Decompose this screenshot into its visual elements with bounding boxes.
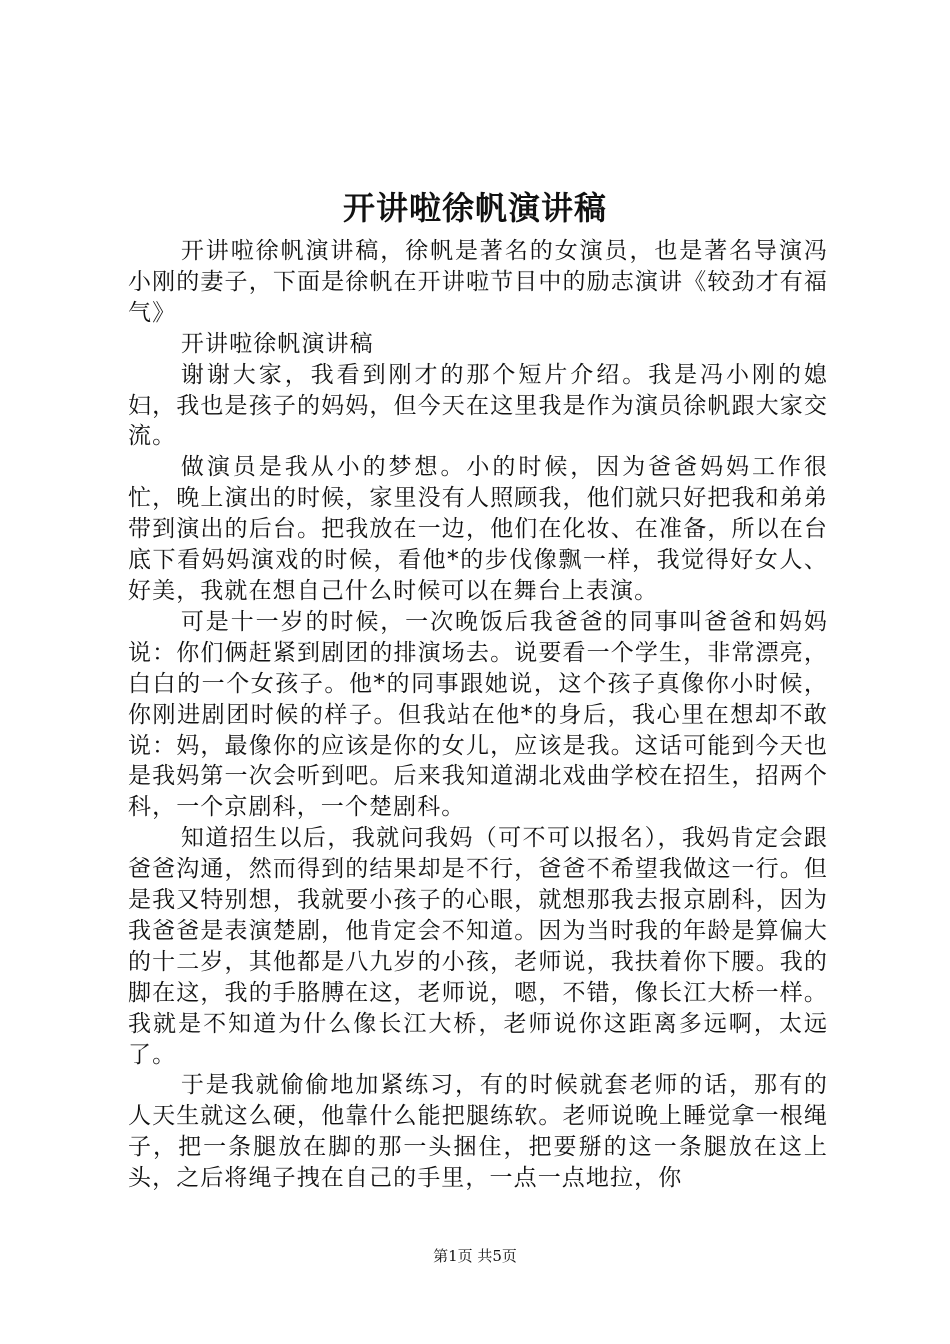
body-paragraph: 可是十一岁的时候，一次晚饭后我爸爸的同事叫爸爸和妈妈说：你们俩赶紧到剧团的排演场去。说要看一个学生，非常漂亮，白白的一个女孩子。他*的同事跟她说，这个孩子真像你小时候，你刚进剧团时候的样子。但我站在他*的身后，我心里在想却不敢说：妈，最像你的应该是你的女儿，应该是我。这话可能到今天也是我妈第一次会听到吧。后来我知道湖北戏曲学校在招生，招两个科，一个京剧科，一个楚剧科。 [128, 608, 828, 821]
page-number-footer: 第1页 共5页 [433, 1247, 517, 1265]
subtitle-paragraph: 开讲啦徐帆演讲稿 [180, 330, 374, 357]
document-body [128, 236, 828, 1194]
intro-paragraph: 开讲啦徐帆演讲稿，徐帆是著名的女演员，也是著名导演冯小刚的妻子，下面是徐帆在开讲啦节目中的励志演讲《较劲才有福气》 [128, 238, 828, 326]
body-paragraph: 于是我就偷偷地加紧练习，有的时候就套老师的话，那有的人天生就这么硬，他靠什么能把腿练软。老师说晚上睡觉拿一根绳子，把一条腿放在脚的那一头捆住，把要掰的这一条腿放在这上头，之后将绳子拽在自己的手里，一点一点地拉，你 [128, 1072, 828, 1192]
body-paragraph: 知道招生以后，我就问我妈（可不可以报名），我妈肯定会跟爸爸沟通，然而得到的结果却是不行，爸爸不希望我做这一行。但是我又特别想，我就要小孩子的心眼，就想那我去报京剧科，因为我爸爸是表演楚剧，他肯定会不知道。因为当时我的年龄是算偏大的十二岁，其他都是八九岁的小孩，老师说，我扶着你下腰。我的脚在这，我的手胳膊在这，老师说，嗯，不错，像长江大桥一样。我就是不知道为什么像长江大桥，老师说你这距离多远啊，太远了。 [128, 825, 828, 1068]
document-title: 开讲啦徐帆演讲稿 [342, 189, 607, 227]
body-paragraph: 做演员是我从小的梦想。小的时候，因为爸爸妈妈工作很忙，晚上演出的时候，家里没有人照顾我，他们就只好把我和弟弟带到演出的后台。把我放在一边，他们在化妆、在准备，所以在台底下看妈妈演戏的时候，看他*的步伐像飘一样，我觉得好女人、好美，我就在想自己什么时候可以在舞台上表演。 [128, 454, 828, 604]
body-paragraph: 谢谢大家，我看到刚才的那个短片介绍。我是冯小刚的媳妇，我也是孩子的妈妈，但今天在这里我是作为演员徐帆跟大家交流。 [128, 361, 828, 450]
